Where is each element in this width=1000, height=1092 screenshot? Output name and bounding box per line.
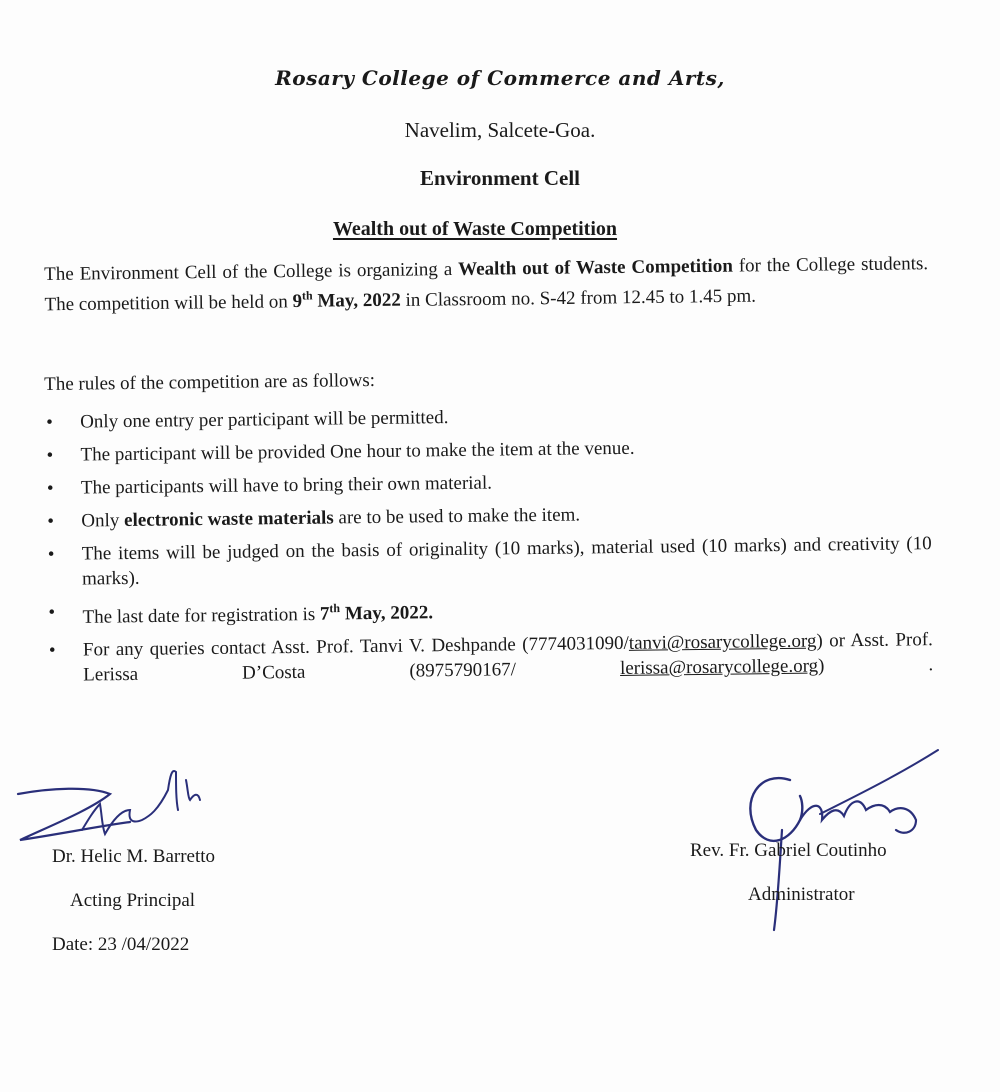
rule-item <box>46 589 932 630</box>
rule-text-bold: electronic waste materials <box>123 507 334 532</box>
rule-text-a: Only <box>81 510 125 532</box>
letter-date: Date: 23 /04/2022 <box>52 934 190 955</box>
intro-date-suffix: th <box>301 288 313 303</box>
principal-signature <box>10 760 230 860</box>
contact-text-a: For any queries contact Asst. Prof. Tanvi V. Deshpande (7774031090/ <box>82 633 629 661</box>
intro-text-3: in Classroom no. S-42 from 12.45 to 1.45 pm. <box>400 285 757 311</box>
rule-item <box>45 498 931 534</box>
principal-signature-block <box>52 846 215 978</box>
bullet: • <box>46 477 54 499</box>
rule-text: The participant will be provided One hour to make the item at the venue. <box>80 437 635 466</box>
bullet: • <box>47 543 55 565</box>
college-address: Navelim, Salcete-Goa. <box>404 118 596 142</box>
contact-text-c: ) . <box>817 654 934 677</box>
rule-item-contact <box>47 627 934 688</box>
intro-date <box>292 290 401 312</box>
bullet: • <box>46 411 53 433</box>
deadline-suffix: th <box>329 601 341 616</box>
bullet: • <box>47 510 55 532</box>
rule-item <box>45 465 931 501</box>
principal-name: Dr. Helic M. Barretto <box>52 846 216 867</box>
registration-deadline <box>320 603 433 625</box>
administrator-name: Rev. Fr. Gabriel Coutinho <box>690 840 887 861</box>
bullet: • <box>48 601 56 623</box>
competition-title: Wealth out of Waste Competition <box>332 218 618 240</box>
deadline-rest: May, 2022. <box>339 602 434 625</box>
contact-email-link[interactable]: tanvi@rosarycollege.org <box>628 630 817 655</box>
administrator-role: Administrator <box>748 884 855 905</box>
intro-text-2: for the College students. The competition will be held on <box>44 253 929 316</box>
bullet: • <box>48 640 56 662</box>
rule-text-c: are to be used to make the item. <box>333 504 581 529</box>
deadline-day: 7 <box>319 603 330 625</box>
rule-item <box>44 432 930 468</box>
rules-intro: The rules of the competition are as follows: <box>44 369 376 395</box>
rule-item <box>46 531 933 592</box>
rule-text: The items will be judged on the basis of originality (10 marks), material used (10 marks) and creativity (10 marks). <box>81 533 932 590</box>
cell-name: Environment Cell <box>419 166 581 190</box>
contact-email-link[interactable]: lerissa@rosarycollege.org <box>619 655 819 680</box>
rule-text: Only one entry per participant will be permitted. <box>80 407 449 433</box>
intro-text-1: The Environment Cell of the College is organizing a <box>44 258 459 285</box>
rule-item <box>44 399 930 435</box>
rule-text-a: The last date for registration is <box>82 603 321 628</box>
principal-role: Acting Principal <box>70 890 196 911</box>
intro-paragraph <box>44 251 929 317</box>
bullet: • <box>46 444 54 466</box>
administrator-signature-block <box>690 840 940 906</box>
intro-competition-name: Wealth out of Waste Competition <box>458 255 733 280</box>
rules-list <box>44 399 933 696</box>
rule-text: The participants will have to bring their own material. <box>80 472 493 499</box>
intro-date-rest: May, 2022 <box>312 289 401 313</box>
intro-date-day: 9 <box>292 291 303 313</box>
college-name: Rosary College of Commerce and Arts, <box>275 66 725 90</box>
contact-text-b: ) or Asst. Prof. Lerissa D’Costa (8975790167/ <box>83 629 934 686</box>
